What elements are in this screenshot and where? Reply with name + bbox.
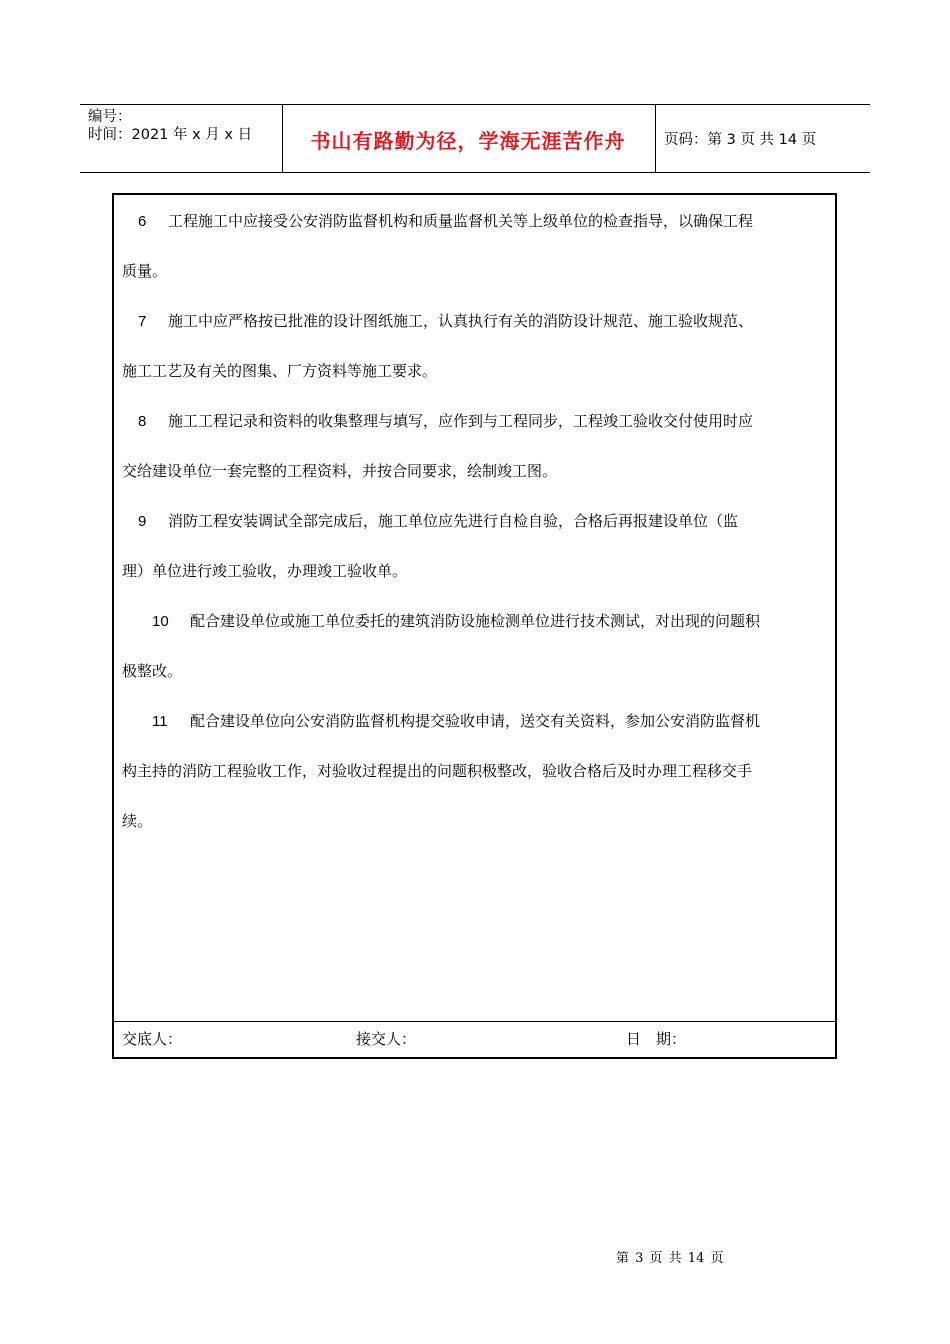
item-number: 11: [152, 713, 168, 730]
header-page-indicator: 页码：第 3 页 共 14 页: [664, 132, 817, 148]
paragraph-line: 续。: [122, 812, 153, 830]
paragraph-line: 9 消防工程安装调试全部完成后，施工单位应先进行自检自验，合格后再报建设单位（监: [122, 496, 830, 546]
item-number: 6: [138, 213, 147, 230]
handover-by-label: 交底人：: [122, 1030, 183, 1048]
header-bottom-rule: [80, 172, 870, 173]
date-label: 日 期：: [626, 1030, 687, 1048]
paragraph-item-11: [122, 696, 830, 846]
paragraph-line: 理）单位进行竣工验收，办理竣工验收单。: [122, 562, 408, 580]
paragraph-line: 8 施工工程记录和资料的收集整理与填写，应作到与工程同步，工程竣工验收交付使用时应: [122, 396, 830, 446]
paragraph-line: 交给建设单位一套完整的工程资料，并按合同要求，绘制竣工图。: [122, 462, 558, 480]
paragraph-line: 6 工程施工中应接受公安消防监督机构和质量监督机关等上级单位的检查指导，以确保工程: [122, 196, 830, 246]
page-footer-number: 第 3 页 共 14 页: [616, 1251, 724, 1266]
paragraph-item-6: [122, 196, 830, 296]
paragraph-item-7: [122, 296, 830, 396]
paragraph-line: 质量。: [122, 262, 168, 280]
paragraph-line: 7 施工中应严格按已批准的设计图纸施工，认真执行有关的消防设计规范、施工验收规范、: [122, 296, 830, 346]
received-by-label: 接交人：: [356, 1030, 417, 1048]
header-divider-right: [655, 104, 656, 172]
item-number: 9: [138, 513, 147, 530]
paragraph-item-9: [122, 496, 830, 596]
header-motto: 书山有路勤为径，学海无涯苦作舟: [310, 129, 626, 153]
paragraph-item-8: [122, 396, 830, 496]
paragraph-line: 极整改。: [122, 662, 183, 680]
item-number: 7: [138, 313, 147, 330]
paragraph-line: 11 配合建设单位向公安消防监督机构提交验收申请，送交有关资料，参加公安消防监督机: [122, 696, 830, 746]
paragraph-item-10: [122, 596, 830, 696]
document-time-label: 时间：2021 年 x 月 x 日: [88, 127, 253, 143]
paragraph-line: 构主持的消防工程验收工作，对验收过程提出的问题积极整改，验收合格后及时办理工程移交手: [122, 762, 753, 780]
header-top-rule: [80, 104, 870, 105]
item-number: 10: [152, 613, 169, 630]
document-number-label: 编号：: [88, 109, 132, 125]
paragraph-line: 施工工艺及有关的图集、厂方资料等施工要求。: [122, 362, 438, 380]
item-number: 8: [138, 413, 147, 430]
paragraph-line: 10 配合建设单位或施工单位委托的建筑消防设施检测单位进行技术测试，对出现的问题积: [122, 596, 830, 646]
signoff-divider: [114, 1021, 835, 1022]
